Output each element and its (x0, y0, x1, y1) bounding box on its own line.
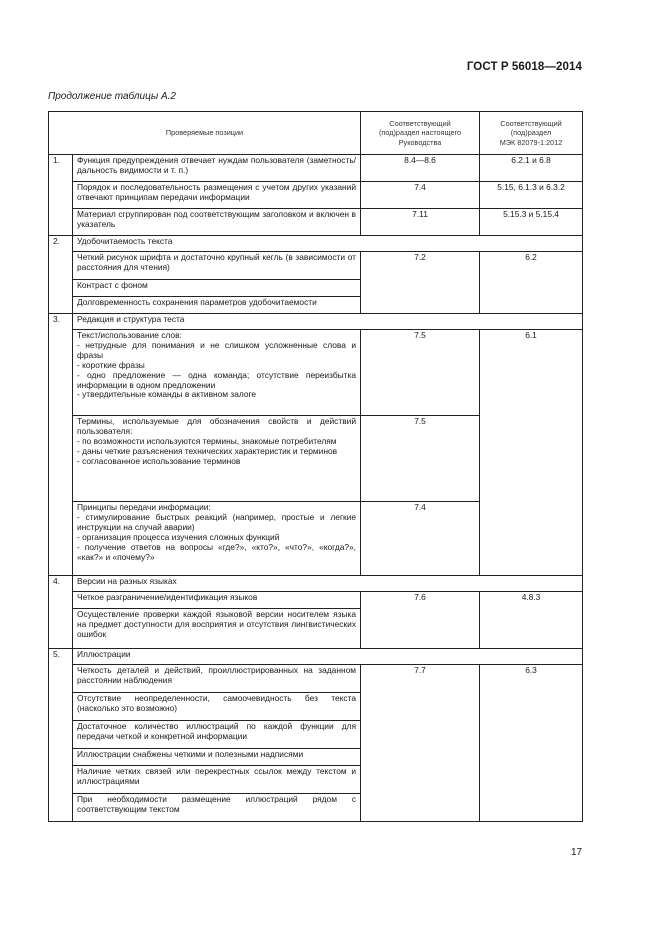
iec-ref: 6.3 (480, 665, 583, 822)
guide-ref: 7.4 (361, 182, 480, 209)
position-text: Достаточное количество иллюстраций по каждой функции для передачи четкой и конкретной информации (73, 721, 361, 749)
guide-ref: 7.5 (361, 416, 480, 502)
table-row (49, 182, 583, 209)
table-caption: Продолжение таблицы А.2 (48, 91, 176, 102)
section-title-row (49, 236, 583, 252)
page-number: 17 (571, 847, 583, 858)
section-number: 5. (49, 649, 73, 822)
iec-ref: 4.8.3 (480, 592, 583, 649)
iec-ref: 6.2.1 и 6.8 (480, 155, 583, 182)
guide-ref: 7.5 (361, 330, 480, 416)
position-text: Долговременность сохранения параметров удобочитаемости (73, 297, 361, 314)
section-title: Иллюстрации (73, 649, 583, 665)
position-text: Четкость деталей и действий, проиллюстрированных на заданном расстоянии наблюдения (73, 665, 361, 693)
iec-ref: 6.1 (480, 330, 583, 576)
position-text: Иллюстрации снабжены четкими и полезными надписями (73, 749, 361, 766)
section-title: Удобочитаемость текста (73, 236, 583, 252)
section-number: 2. (49, 236, 73, 314)
section-title-row (49, 314, 583, 330)
section-title-row (49, 576, 583, 592)
requirements-table (48, 111, 583, 822)
position-text: При необходимости размещение иллюстраций рядом с соответствующим текстом (73, 794, 361, 822)
table-row (49, 592, 583, 609)
guide-ref: 7.11 (361, 209, 480, 236)
table-row (49, 330, 583, 416)
iec-ref: 5.15.3 и 5.15.4 (480, 209, 583, 236)
section-title: Версии на разных языках (73, 576, 583, 592)
guide-ref: 8.4—8.6 (361, 155, 480, 182)
table-row (49, 665, 583, 693)
section-number: 4. (49, 576, 73, 649)
section-title: Редакция и структура теста (73, 314, 583, 330)
document-code: ГОСТ Р 56018—2014 (466, 61, 582, 73)
section-number: 1. (49, 155, 73, 236)
table-header-row (49, 112, 583, 155)
header-positions: Проверяемые позиции (49, 112, 361, 155)
position-text: Четкий рисунок шрифта и достаточно крупный кегль (в зависимости от расстояния для чтения) (73, 252, 361, 280)
position-text: Текст/использование слов: - нетрудные для понимания и не слишком усложненные слова и фразы - короткие фразы - одно предложение — одна команда; отсутствие переизбытка информации в одном предложении - утвердительные команды в активном залоге (73, 330, 361, 416)
iec-ref: 6.2 (480, 252, 583, 314)
section-title-row (49, 649, 583, 665)
position-text: Контраст с фоном (73, 280, 361, 297)
header-guide-section: Соответствующий (под)раздел настоящего Руководства (361, 112, 480, 155)
position-text: Порядок и последовательность размещения с учетом других указаний отвечают принципам передачи информации (73, 182, 361, 209)
guide-ref: 7.7 (361, 665, 480, 822)
position-text: Отсутствие неопределенности, самоочевидность без текста (насколько это возможно) (73, 693, 361, 721)
position-text: Принципы передачи информации: - стимулирование быстрых реакций (например, простые и легкие инструкции на случай аварии) - организация процесса изучения сложных функций - получение ответов на вопросы «где?», «кто?», «что?», «когда?», «как?» и «почему?» (73, 502, 361, 576)
position-text: Четкое разграничение/идентификация языков (73, 592, 361, 609)
guide-ref: 7.2 (361, 252, 480, 314)
iec-ref: 5.15, 6.1.3 и 6.3.2 (480, 182, 583, 209)
table-row (49, 155, 583, 182)
guide-ref: 7.6 (361, 592, 480, 649)
table-row (49, 252, 583, 280)
guide-ref: 7.4 (361, 502, 480, 576)
position-text: Функция предупреждения отвечает нуждам пользователя (заметность/дальность видимости и т. п.) (73, 155, 361, 182)
position-text: Наличие четких связей или перекрестных ссылок между текстом и иллюстрациями (73, 766, 361, 794)
position-text: Осуществление проверки каждой языковой версии носителем языка на предмет доступности для восприятия и отсутствия лингвистических ошибок (73, 609, 361, 649)
table-row (49, 209, 583, 236)
position-text: Материал сгруппирован под соответствующим заголовком и включен в указатель (73, 209, 361, 236)
section-number: 3. (49, 314, 73, 576)
header-iec-section: Соответствующий (под)раздел МЭК 82079-1:2012 (480, 112, 583, 155)
position-text: Термины, используемые для обозначения свойств и действий пользователя: - по возможности используются термины, знакомые потребителям - даны четкие разъяснения технических характеристик и терминов - согласованное использование терминов (73, 416, 361, 502)
